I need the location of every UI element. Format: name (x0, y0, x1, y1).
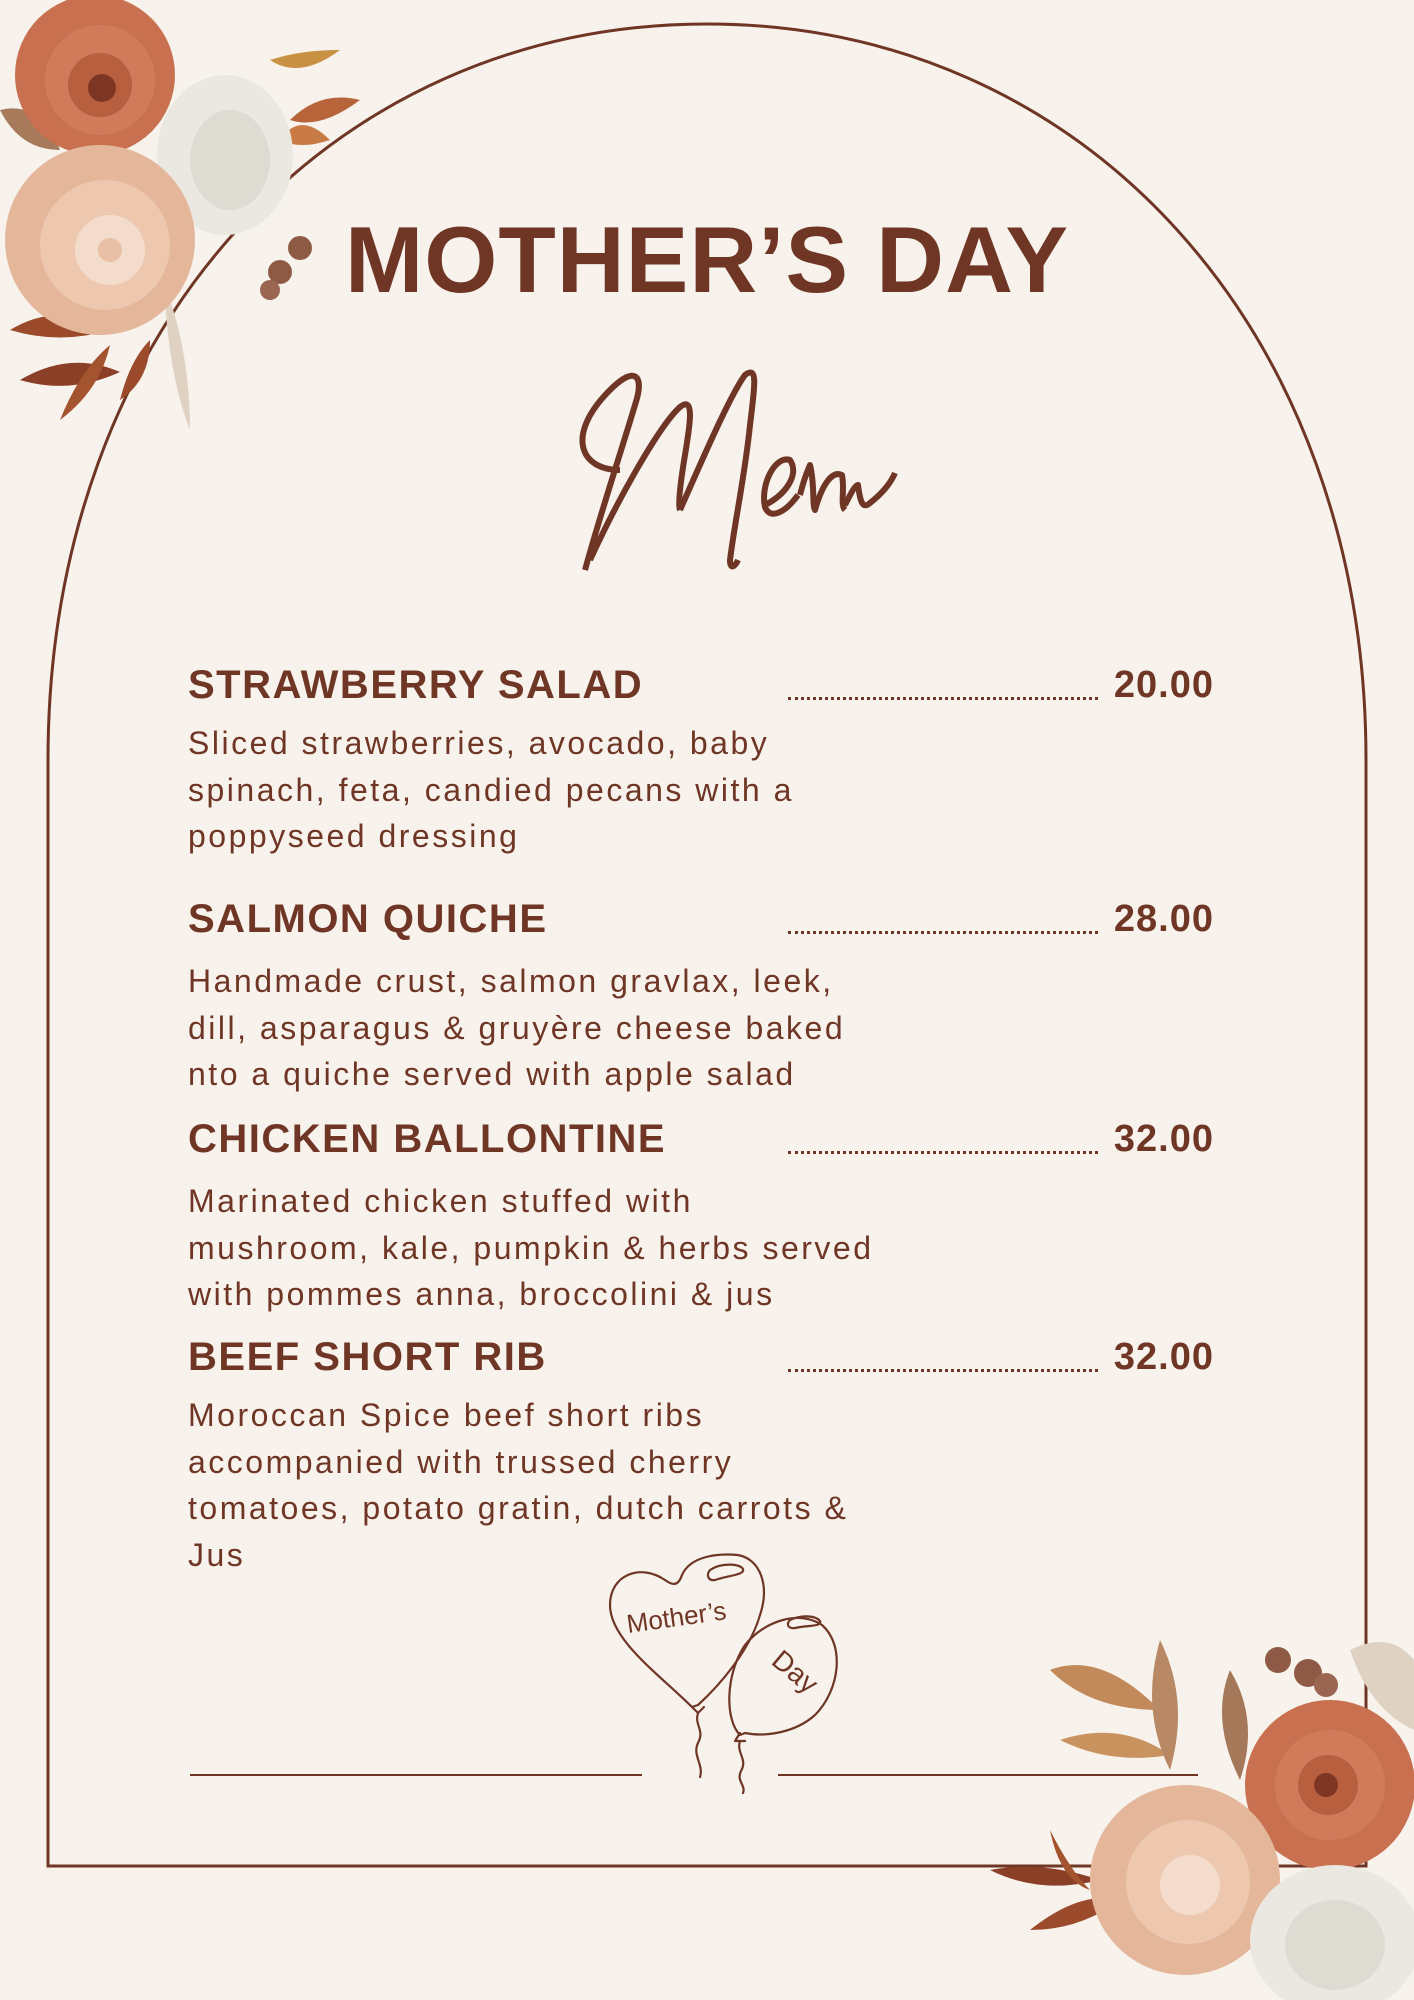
menu-item-price: 20.00 (1113, 664, 1214, 706)
description-line: Sliced strawberries, avocado, baby (188, 725, 770, 761)
description-line: dill, asparagus & gruyère cheese baked (188, 1009, 846, 1046)
heart-balloon-text: Mother’s (624, 1595, 729, 1639)
menu-item-name: CHICKEN BALLONTINE (188, 1117, 667, 1161)
description-line: Jus (188, 1536, 246, 1573)
description-line: with pommes anna, broccolini & jus (188, 1276, 775, 1312)
description-line: nto a quiche served with apple salad (188, 1056, 796, 1092)
description-line: accompanied with trussed cherry (188, 1443, 734, 1480)
description-line: poppyseed dressing (188, 818, 520, 854)
description-line: spinach, feta, candied pecans with a (188, 771, 794, 808)
dotted-leader (788, 697, 1098, 700)
description-line: Marinated chicken stuffed with (188, 1183, 693, 1219)
menu-item-description (188, 958, 1048, 1098)
menu-script-heading (560, 345, 900, 585)
description-line: Handmade crust, salmon gravlax, leek, (188, 963, 834, 999)
divider-right (778, 1774, 1198, 1776)
description-line: Moroccan Spice beef short ribs (188, 1397, 705, 1433)
floral-bouquet-bottom-right (990, 1570, 1414, 2000)
menu-script-lettering (560, 345, 900, 585)
menu-item-name: BEEF SHORT RIB (188, 1335, 547, 1379)
menu-item-name: STRAWBERRY SALAD (188, 663, 644, 707)
menu-item-name: SALMON QUICHE (188, 897, 548, 941)
round-balloon-text: Day (766, 1643, 825, 1700)
dotted-leader (788, 1369, 1098, 1372)
balloons-illustration (600, 1545, 860, 1795)
description-line: tomatoes, potato gratin, dutch carrots & (188, 1490, 849, 1526)
description-line: mushroom, kale, pumpkin & herbs served (188, 1229, 874, 1266)
dotted-leader (788, 931, 1098, 934)
menu-item-description (188, 1178, 1048, 1318)
menu-item-price: 32.00 (1113, 1336, 1214, 1378)
menu-item-price: 28.00 (1113, 898, 1214, 940)
divider-left (190, 1774, 642, 1776)
menu-item-description (188, 720, 1048, 860)
menu-item-price: 32.00 (1113, 1118, 1214, 1160)
page-title: MOTHER’S DAY (344, 207, 1070, 312)
dotted-leader (788, 1151, 1098, 1154)
